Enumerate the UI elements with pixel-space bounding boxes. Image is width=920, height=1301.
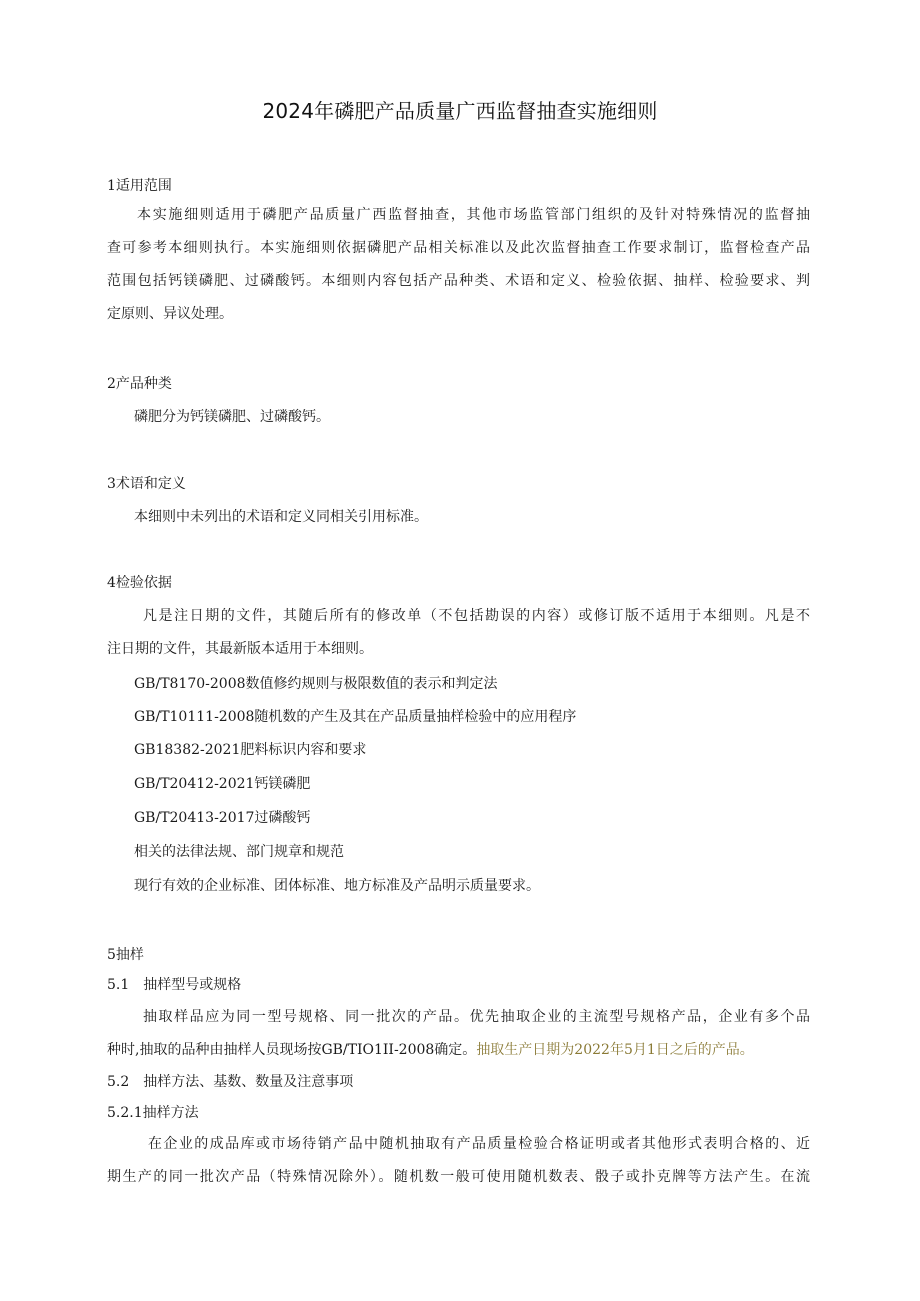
paragraph-text: 种时,抽取的品种由抽样人员现场按GB/TIO1II-2008确定。 [107, 1042, 477, 1058]
subsection-5-2-heading: 5.2 抽样方法、基数、数量及注意事项 [107, 1074, 354, 1090]
section-5-heading: 5抽样 [107, 947, 144, 963]
paragraph-line: 注日期的文件，其最新版本适用于本细则。 [107, 641, 373, 657]
section-2-heading: 2产品种类 [107, 376, 172, 392]
paragraph-line: 查可参考本细则执行。本实施细则依据磷肥产品相关标准以及此次监督抽查工作要求制订，监督检查产品 [107, 240, 810, 256]
section-3-heading: 3术语和定义 [107, 476, 186, 492]
standard-item: GB/T20413-2017过磷酸钙 [134, 810, 311, 826]
section-1-heading: 1适用范围 [107, 178, 172, 194]
standard-item: GB/T20412-2021钙镁磷肥 [134, 776, 311, 792]
document-title: 2024年磷肥产品质量广西监督抽查实施细则 [262, 99, 658, 123]
highlighted-text: 抽取生产日期为2022年5月1日之后的产品。 [476, 1042, 754, 1058]
paragraph-line: 磷肥分为钙镁磷肥、过磷酸钙。 [134, 409, 330, 425]
subsection-5-1-heading: 5.1 抽样型号或规格 [107, 977, 242, 993]
paragraph-line: 期生产的同一批次产品（特殊情况除外）。随机数一般可使用随机数表、骰子或扑克牌等方法产生。在流 [107, 1169, 810, 1185]
subsection-5-2-1-heading: 5.2.1抽样方法 [107, 1105, 199, 1121]
standard-item: GB/T10111-2008随机数的产生及其在产品质量抽样检验中的应用程序 [134, 709, 577, 725]
standard-item: 现行有效的企业标准、团体标准、地方标准及产品明示质量要求。 [134, 878, 540, 894]
paragraph-line: 范围包括钙镁磷肥、过磷酸钙。本细则内容包括产品种类、术语和定义、检验依据、抽样、检验要求、判 [107, 273, 810, 289]
paragraph-line: 在企业的成品库或市场待销产品中随机抽取有产品质量检验合格证明或者其他形式表明合格的、近 [148, 1136, 810, 1152]
paragraph-line: 本细则中未列出的术语和定义同相关引用标准。 [134, 509, 428, 525]
standard-item: GB18382-2021肥料标识内容和要求 [134, 742, 367, 758]
standard-item: 相关的法律法规、部门规章和规范 [134, 844, 344, 860]
paragraph-line: 本实施细则适用于磷肥产品质量广西监督抽查，其他市场监管部门组织的及针对特殊情况的监督抽 [137, 207, 810, 223]
section-4-heading: 4检验依据 [107, 575, 172, 591]
paragraph-line: 凡是注日期的文件，其随后所有的修改单（不包括勘误的内容）或修订版不适用于本细则。凡是不 [143, 608, 810, 624]
paragraph-line: 抽取样品应为同一型号规格、同一批次的产品。优先抽取企业的主流型号规格产品，企业有多个品 [143, 1009, 810, 1025]
paragraph-line: 定原则、异议处理。 [107, 306, 233, 322]
paragraph-line [107, 1041, 754, 1059]
standard-item: GB/T8170-2008数值修约规则与极限数值的表示和判定法 [134, 676, 498, 692]
